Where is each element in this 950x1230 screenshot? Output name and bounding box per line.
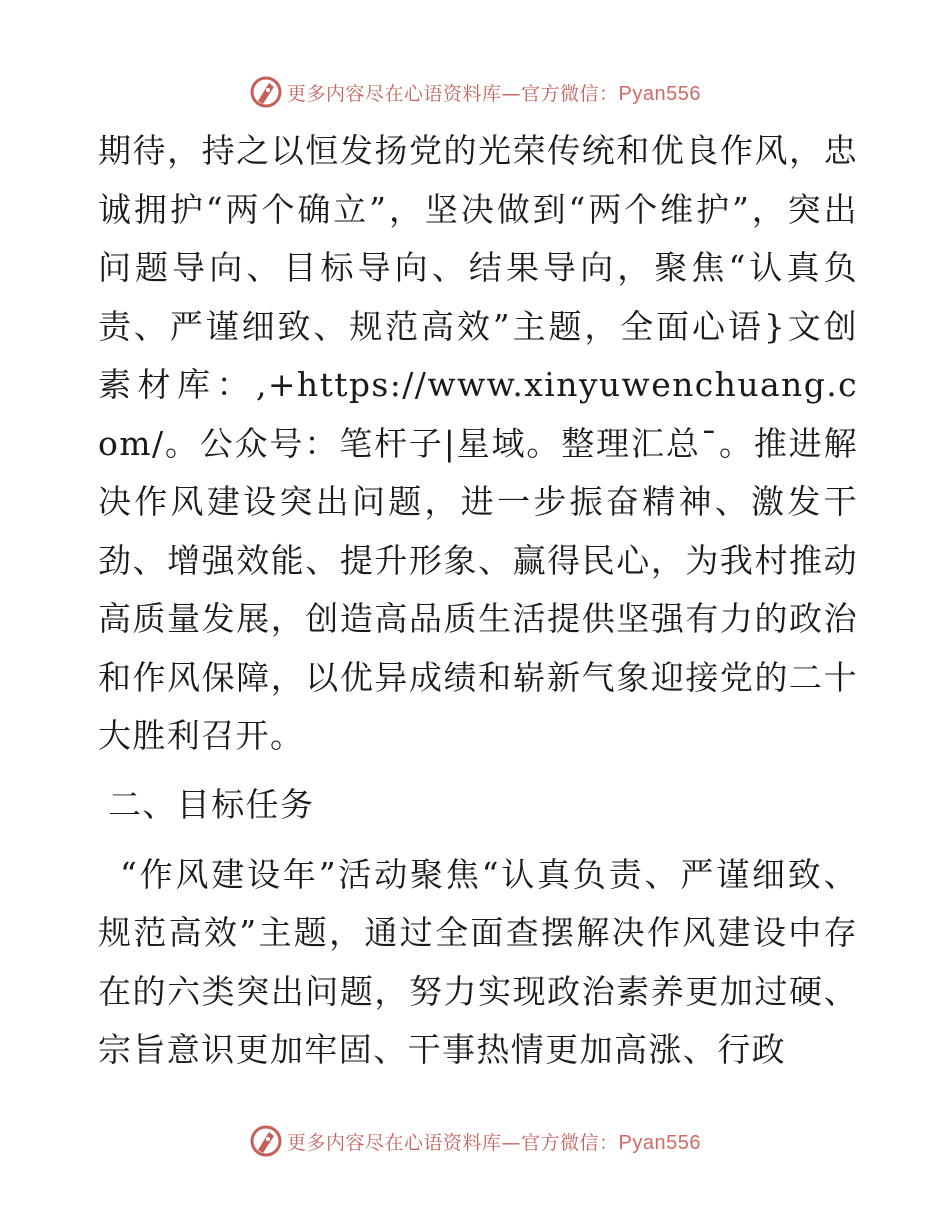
- watermark-wechat-id: Pyan556: [618, 82, 701, 105]
- footer-watermark: [0, 1121, 950, 1161]
- watermark-text: [287, 1128, 701, 1155]
- paragraph-1: 期待，持之以恒发扬党的光荣传统和优良作风，忠诚拥护“两个确立”，坚决做到“两个维护”，突出问题导向、目标导向、结果导向，聚焦“认真负责、严谨细致、规范高效”主题，全面心语}文创素材库：,+https://www.xinyuwenchuang.com/。公众号：笔杆子|星域。整理汇总¯。推进解决作风建设突出问题，进一步振奋精神、激发干劲、增强效能、提升形象、赢得民心，为我村推动高质量发展，创造高品质生活提供坚强有力的政治和作风保障，以优异成绩和崭新气象迎接党的二十大胜利召开。: [98, 131, 858, 755]
- section-heading: 二、目标任务: [108, 784, 315, 824]
- document-body: [98, 122, 858, 1080]
- header-watermark: [0, 72, 950, 112]
- pen-nib-circle-icon: [249, 75, 283, 109]
- pen-nib-circle-icon: [249, 1124, 283, 1158]
- watermark-text: [287, 79, 701, 106]
- watermark-site-text: 更多内容尽在心语资料库—官方微信：: [287, 1131, 619, 1154]
- watermark-site-text: 更多内容尽在心语资料库—官方微信：: [287, 82, 619, 105]
- watermark-wechat-id: Pyan556: [618, 1131, 701, 1154]
- paragraph-2: “作风建设年”活动聚焦“认真负责、严谨细致、规范高效”主题，通过全面查摆解决作风建设中存在的六类突出问题，努力实现政治素养更加过硬、宗旨意识更加牢固、干事热情更加高涨、行政: [98, 854, 858, 1069]
